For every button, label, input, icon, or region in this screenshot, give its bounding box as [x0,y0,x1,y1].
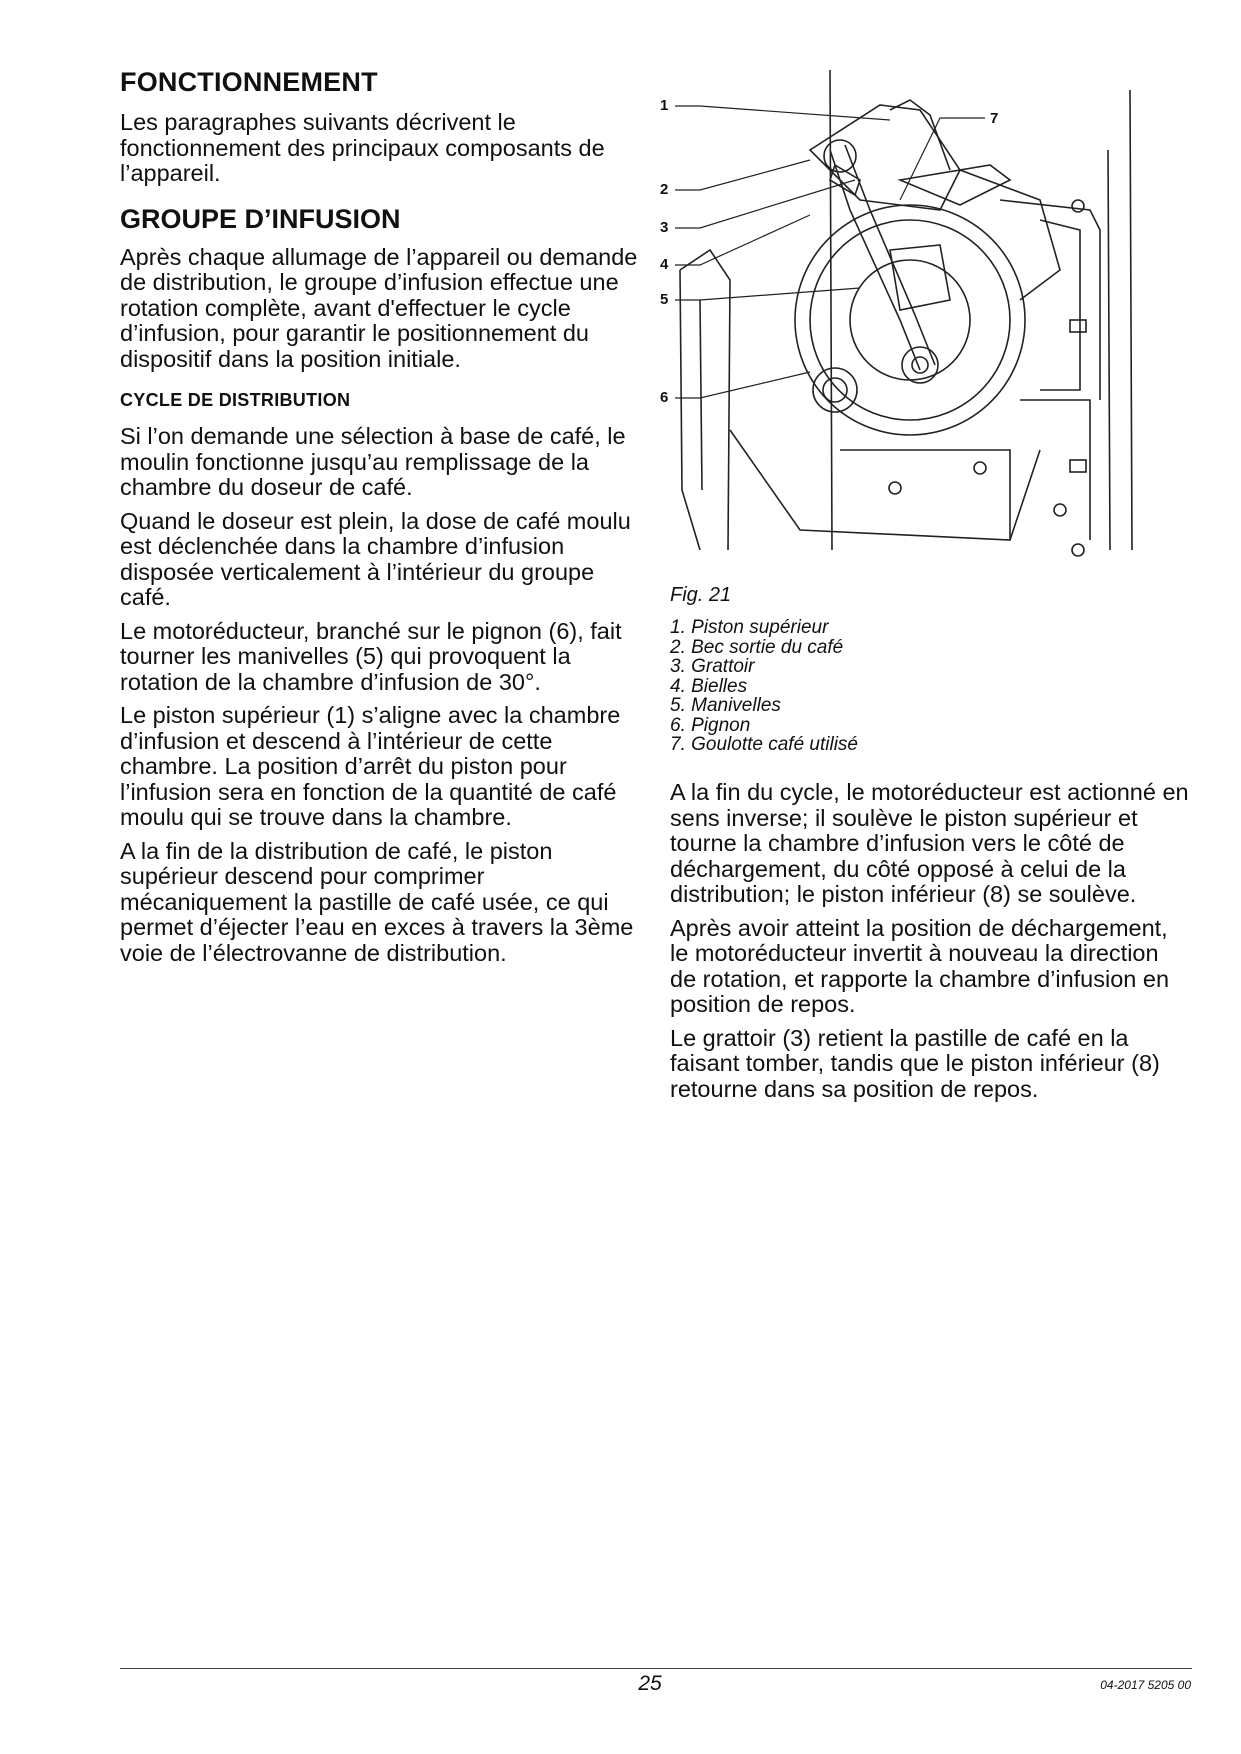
brewing-unit-illustration [660,70,1200,570]
heading-fonctionnement: FONCTIONNEMENT [120,67,378,97]
legend-item: 1. Piston supérieur [670,617,829,638]
legend-item: 6. Pignon [670,714,751,736]
legend-item: 5. Manivelles [670,695,781,716]
callout-label: 3 [660,219,669,236]
page-number: 25 [638,1672,662,1695]
callout-label: 1 [660,97,669,114]
cycle-paragraph: Le piston supérieur (1) s’aligne avec la chambre d’infusion et descend à l’intérieur de cette chambre. La position d’arrêt du piston pour l’infusion sera en fonction de la quantité de café moulu qui se trouve dans la chambre. [120,702,621,830]
callout-label: 6 [660,389,669,406]
groupe-paragraph: Après chaque allumage de l’appareil ou demande de distribution, le groupe d’infusion effectue une rotation complète, avant d'effectuer le cycle d’infusion, pour garantir le positionnement du dispositif dans la position initiale. [120,243,638,372]
cycle-paragraph: Si l’on demande une sélection à base de café, le moulin fonctionne jusqu’au remplissage de la chambre du doseur de café. [120,423,626,500]
right-paragraph: Après avoir atteint la position de déchargement, le motoréducteur invertit à nouveau la direction de rotation, et rapporte la chambre d’infusion en position de repos. [670,914,1170,1017]
legend-item: 3. Grattoir [670,656,755,677]
cycle-paragraph: Quand le doseur est plein, la dose de café moulu est déclenchée dans la chambre d’infusion disposée verticalement à l’intérieur du groupe café. [120,507,631,610]
right-column [670,780,1190,1110]
cycle-paragraph: Le motoréducteur, branché sur le pignon (6), fait tourner les manivelles (5) qui provoquent la rotation de la chambre d’infusion de 30°. [120,617,622,695]
footer-divider [120,1668,1192,1669]
heading-cycle-distribution: CYCLE DE DISTRIBUTION [120,390,351,410]
callout-label: 5 [660,291,669,308]
callout-label: 7 [990,110,999,127]
legend-item: 2. Bec sortie du café [670,636,844,658]
brewing-unit-drawing [660,70,1200,570]
document-code: 04-2017 5205 00 [1100,1678,1191,1692]
right-paragraph: Le grattoir (3) retient la pastille de café en la faisant tomber, tandis que le piston inférieur (8) retourne dans sa position de repos. [670,1024,1160,1102]
callout-label: 4 [660,256,669,273]
left-column [120,64,640,974]
heading-groupe-infusion: GROUPE D’INFUSION [120,203,401,234]
callout-label: 2 [660,181,669,198]
legend-item: 7. Goulotte café utilisé [670,734,858,755]
figure-caption [670,584,970,755]
figure-title: Fig. 21 [670,584,732,606]
legend-item: 4. Bielles [670,675,748,697]
right-paragraph: A la fin du cycle, le motoréducteur est actionné en sens inverse; il soulève le piston supérieur et tourne la chambre d’infusion vers le côté de déchargement, du côté opposé à celui de la distribution; le piston inférieur (8) se soulève. [670,779,1189,907]
intro-paragraph: Les paragraphes suivants décrivent le fonctionnement des principaux composants de l’appareil. [120,109,605,186]
cycle-paragraph: A la fin de la distribution de café, le piston supérieur descend pour comprimer mécaniquement la pastille de café usée, ce qui permet d’éjecter l’eau en exces à travers la 3ème voie de l’électrovanne de distribution. [120,837,634,966]
